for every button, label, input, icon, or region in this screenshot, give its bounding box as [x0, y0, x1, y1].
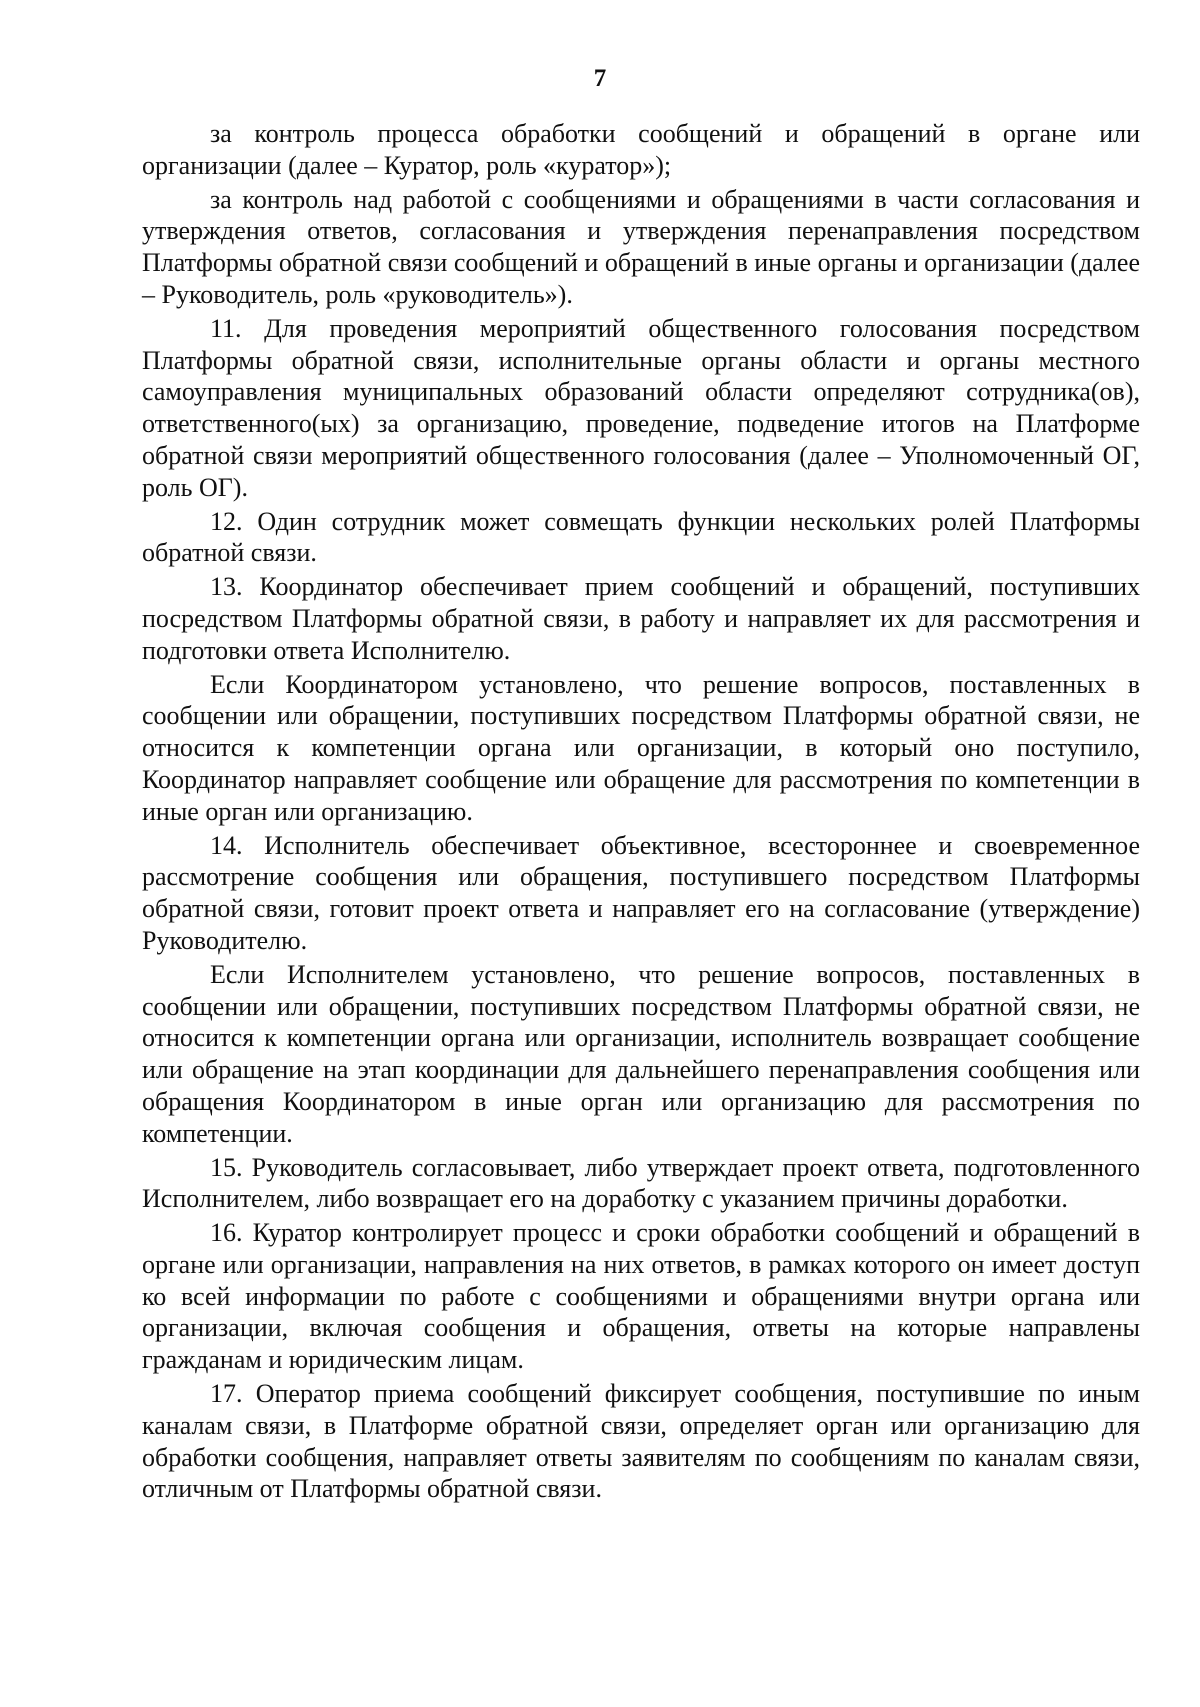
paragraph-11: 11. Для проведения мероприятий общественного голосования посредством Платформы обратной связи, исполнительные органы области и органы местного самоуправления муниципальных образований области определяют сотрудника(ов), ответственного(ых) за организацию, проведение, подведение итогов на Платформе обратной связи мероприятий общественного голосования (далее – Уполномоченный ОГ, роль ОГ). — [142, 313, 1140, 502]
page-number: 7 — [593, 65, 607, 92]
paragraph-14-continuation: Если Исполнителем установлено, что решение вопросов, поставленных в сообщении или обращении, поступивших посредством Платформы обратной связи, не относится к компетенции органа или организации, исполнитель возвращает сообщение или обращение на этап координации для дальнейшего перенаправления сообщения или обращения Координатором в иные орган или организацию для рассмотрения по компетенции. — [142, 959, 1140, 1148]
paragraph-13: 13. Координатор обеспечивает прием сообщений и обращений, поступивших посредством Платформы обратной связи, в работу и направляет их для рассмотрения и подготовки ответа Исполнителю. — [142, 572, 1140, 665]
document-body — [142, 118, 1140, 1507]
paragraph-17: 17. Оператор приема сообщений фиксирует сообщения, поступившие по иным каналам связи, в Платформе обратной связи, определяет орган или организацию для обработки сообщения, направляет ответы заявителям по сообщениям по каналам связи, отличным от Платформы обратной связи. — [142, 1379, 1140, 1504]
paragraph-13-continuation: Если Координатором установлено, что решение вопросов, поставленных в сообщении или обращении, поступивших посредством Платформы обратной связи, не относится к компетенции органа или организации, в который оно поступило, Координатор направляет сообщение или обращение для рассмотрения по компетенции в иные орган или организацию. — [142, 669, 1140, 826]
paragraph-12: 12. Один сотрудник может совмещать функции нескольких ролей Платформы обратной связи. — [142, 506, 1140, 568]
paragraph-curator-role: за контроль процесса обработки сообщений и обращений в органе или организации (далее – Куратор, роль «куратор»); — [142, 119, 1140, 180]
paragraph-14: 14. Исполнитель обеспечивает объективное, всестороннее и своевременное рассмотрение сообщения или обращения, поступившего посредством Платформы обратной связи, готовит проект ответа и направляет его на согласование (утверждение) Руководителю. — [142, 830, 1140, 955]
paragraph-manager-role: за контроль над работой с сообщениями и обращениями в части согласования и утверждения ответов, согласования и утверждения перенаправления посредством Платформы обратной связи сообщений и обращений в иные органы и организации (далее – Руководитель, роль «руководитель»). — [142, 184, 1140, 309]
paragraph-15: 15. Руководитель согласовывает, либо утверждает проект ответа, подготовленного Исполнителем, либо возвращает его на доработку с указанием причины доработки. — [142, 1152, 1140, 1214]
paragraph-16: 16. Куратор контролирует процесс и сроки обработки сообщений и обращений в органе или организации, направления на них ответов, в рамках которого он имеет доступ ко всей информации по работе с сообщениями и обращениями внутри органа или организации, включая сообщения и обращения, ответы на которые направлены гражданам и юридическим лицам. — [142, 1218, 1140, 1375]
